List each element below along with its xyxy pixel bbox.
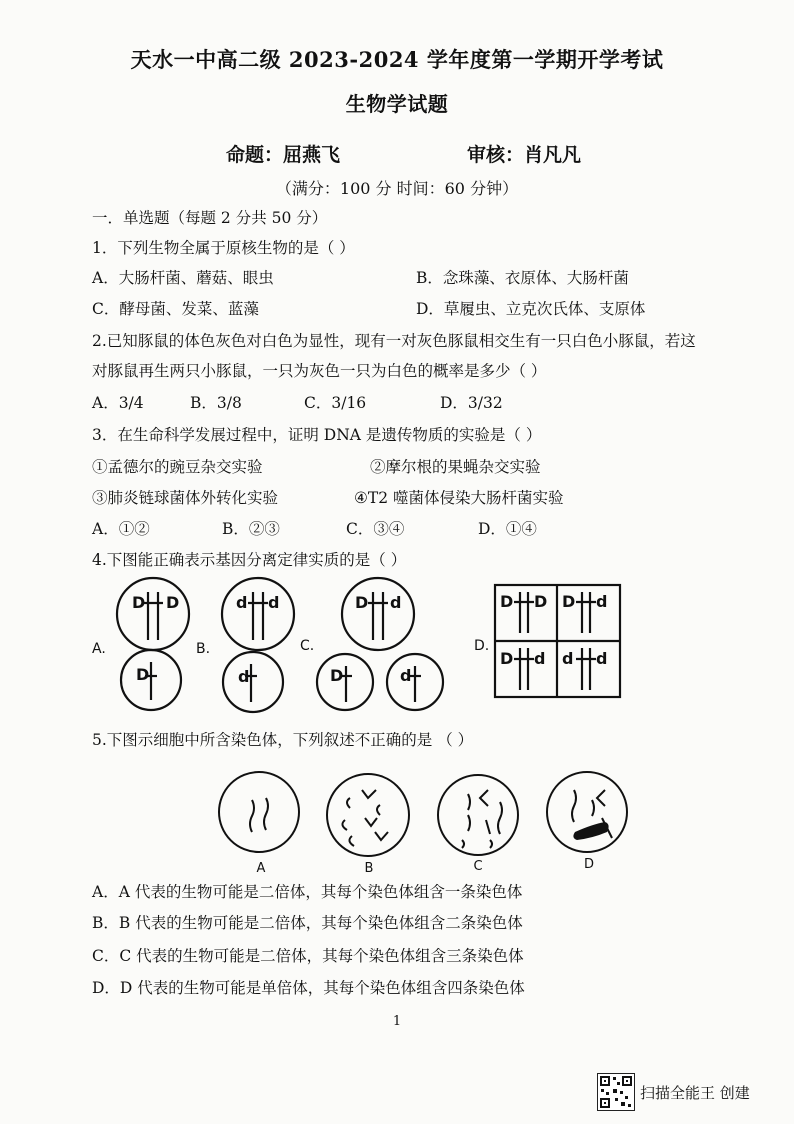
q2-option-b: B．3/8 [190, 394, 242, 412]
q4-label-b: B. [196, 641, 211, 657]
q3-item-1: ①孟德尔的豌豆杂交实验 [92, 458, 263, 476]
q4-d-tl-right: D [534, 592, 548, 611]
q4-c-daughter1-allele: D [330, 666, 344, 685]
q4-b-daughter-allele: d [238, 667, 250, 686]
q5-cell-a [219, 772, 299, 852]
q1-option-c: C．酵母菌、发菜、蓝藻 [92, 300, 259, 318]
q4-d-bl-left: D [500, 649, 514, 668]
q2-stem-line2: 对豚鼠再生两只小豚鼠，一只为灰色一只为白色的概率是多少（ ） [92, 362, 547, 380]
q1-option-d: D．草履虫、立克次氏体、支原体 [416, 300, 646, 318]
q5-cell-d-dark-chromosome [573, 822, 608, 840]
q4-b-allele-left: d [236, 593, 248, 612]
q4-b-parent-cell [222, 578, 294, 650]
q5-cell-b [327, 774, 409, 856]
q4-d-tr-right: d [596, 592, 608, 611]
q4-c-daughter2-allele: d [400, 666, 412, 685]
q3-item-3: ③肺炎链球菌体外转化实验 [92, 489, 279, 507]
q4-a-allele-right: D [166, 593, 180, 612]
q3-option-c: C．③④ [346, 520, 405, 538]
score-time: （满分：100 分 时间：60 分钟） [275, 179, 519, 198]
q5-label-b: B [364, 861, 374, 876]
q2-option-d: D．3/32 [440, 394, 503, 412]
q5-option-d: D．D 代表的生物可能是单倍体，其每个染色体组含四条染色体 [92, 979, 525, 997]
scanner-watermark: 扫描全能王 创建 [640, 1084, 750, 1102]
page-number: 1 [392, 1014, 402, 1029]
author-label: 命题：屈燕飞 [226, 144, 341, 166]
q5-cell-c [438, 775, 518, 855]
section-heading: 一．单选题（每题 2 分共 50 分） [92, 209, 328, 227]
q4-d-br-right: d [596, 649, 608, 668]
q3-stem: 3．在生命科学发展过程中，证明 DNA 是遗传物质的实验是（ ） [92, 426, 542, 444]
q4-c-allele-right: d [390, 593, 402, 612]
q5-label-c: C [473, 859, 483, 874]
q4-a-parent-cell [117, 578, 189, 650]
q4-a-allele-left: D [132, 593, 146, 612]
q3-item-4: ④T2 噬菌体侵染大肠杆菌实验 [354, 489, 564, 507]
q4-figure [0, 570, 794, 720]
q5-cell-d [547, 772, 627, 852]
q4-d-bl-right: d [534, 649, 546, 668]
q3-item-2: ②摩尔根的果蝇杂交实验 [370, 458, 541, 476]
q4-label-d: D. [474, 638, 490, 654]
q5-option-b: B．B 代表的生物可能是二倍体，其每个染色体组含二条染色体 [92, 914, 523, 932]
q3-option-d: D．①④ [478, 520, 537, 538]
q4-stem: 4.下图能正确表示基因分离定律实质的是（ ） [92, 551, 407, 569]
q3-option-a: A．①② [92, 520, 150, 538]
q4-d-tl-left: D [500, 592, 514, 611]
q5-label-d: D [583, 857, 595, 872]
q4-c-allele-left: D [355, 593, 369, 612]
reviewer-label: 审核：肖凡凡 [467, 144, 582, 166]
q5-figure [0, 760, 794, 880]
q5-option-c: C．C 代表的生物可能是二倍体，其每个染色体组含三条染色体 [92, 947, 524, 965]
q4-d-tr-left: D [562, 592, 576, 611]
q4-c-parent-cell [342, 578, 414, 650]
subject-title: 生物学试题 [345, 92, 449, 116]
q4-d-br-left: d [562, 649, 574, 668]
q5-option-a: A．A 代表的生物可能是二倍体，其每个染色体组含一条染色体 [92, 883, 523, 901]
q4-label-c: C. [300, 638, 315, 654]
q1-option-b: B．念珠藻、衣原体、大肠杆菌 [416, 269, 629, 287]
q1-stem: 1．下列生物全属于原核生物的是（ ） [92, 239, 355, 257]
q4-b-daughter-cell [223, 652, 283, 712]
q1-option-a: A．大肠杆菌、蘑菇、眼虫 [92, 269, 274, 287]
q4-label-a: A. [92, 641, 106, 657]
q2-option-c: C．3/16 [304, 394, 367, 412]
q4-b-allele-right: d [268, 593, 280, 612]
q5-stem: 5.下图示细胞中所含染色体，下列叙述不正确的是 （ ） [92, 731, 474, 749]
q4-a-daughter-allele: D [136, 665, 150, 684]
exam-title: 天水一中高二级 2023-2024 学年度第一学期开学考试 [130, 47, 664, 72]
q2-stem-line1: 2.已知豚鼠的体色灰色对白色为显性，现有一对灰色豚鼠相交生有一只白色小豚鼠，若这 [92, 332, 696, 350]
q3-option-b: B．②③ [222, 520, 280, 538]
qr-code-icon [597, 1073, 635, 1111]
q2-option-a: A．3/4 [92, 394, 144, 412]
q5-label-a: A [256, 861, 266, 876]
